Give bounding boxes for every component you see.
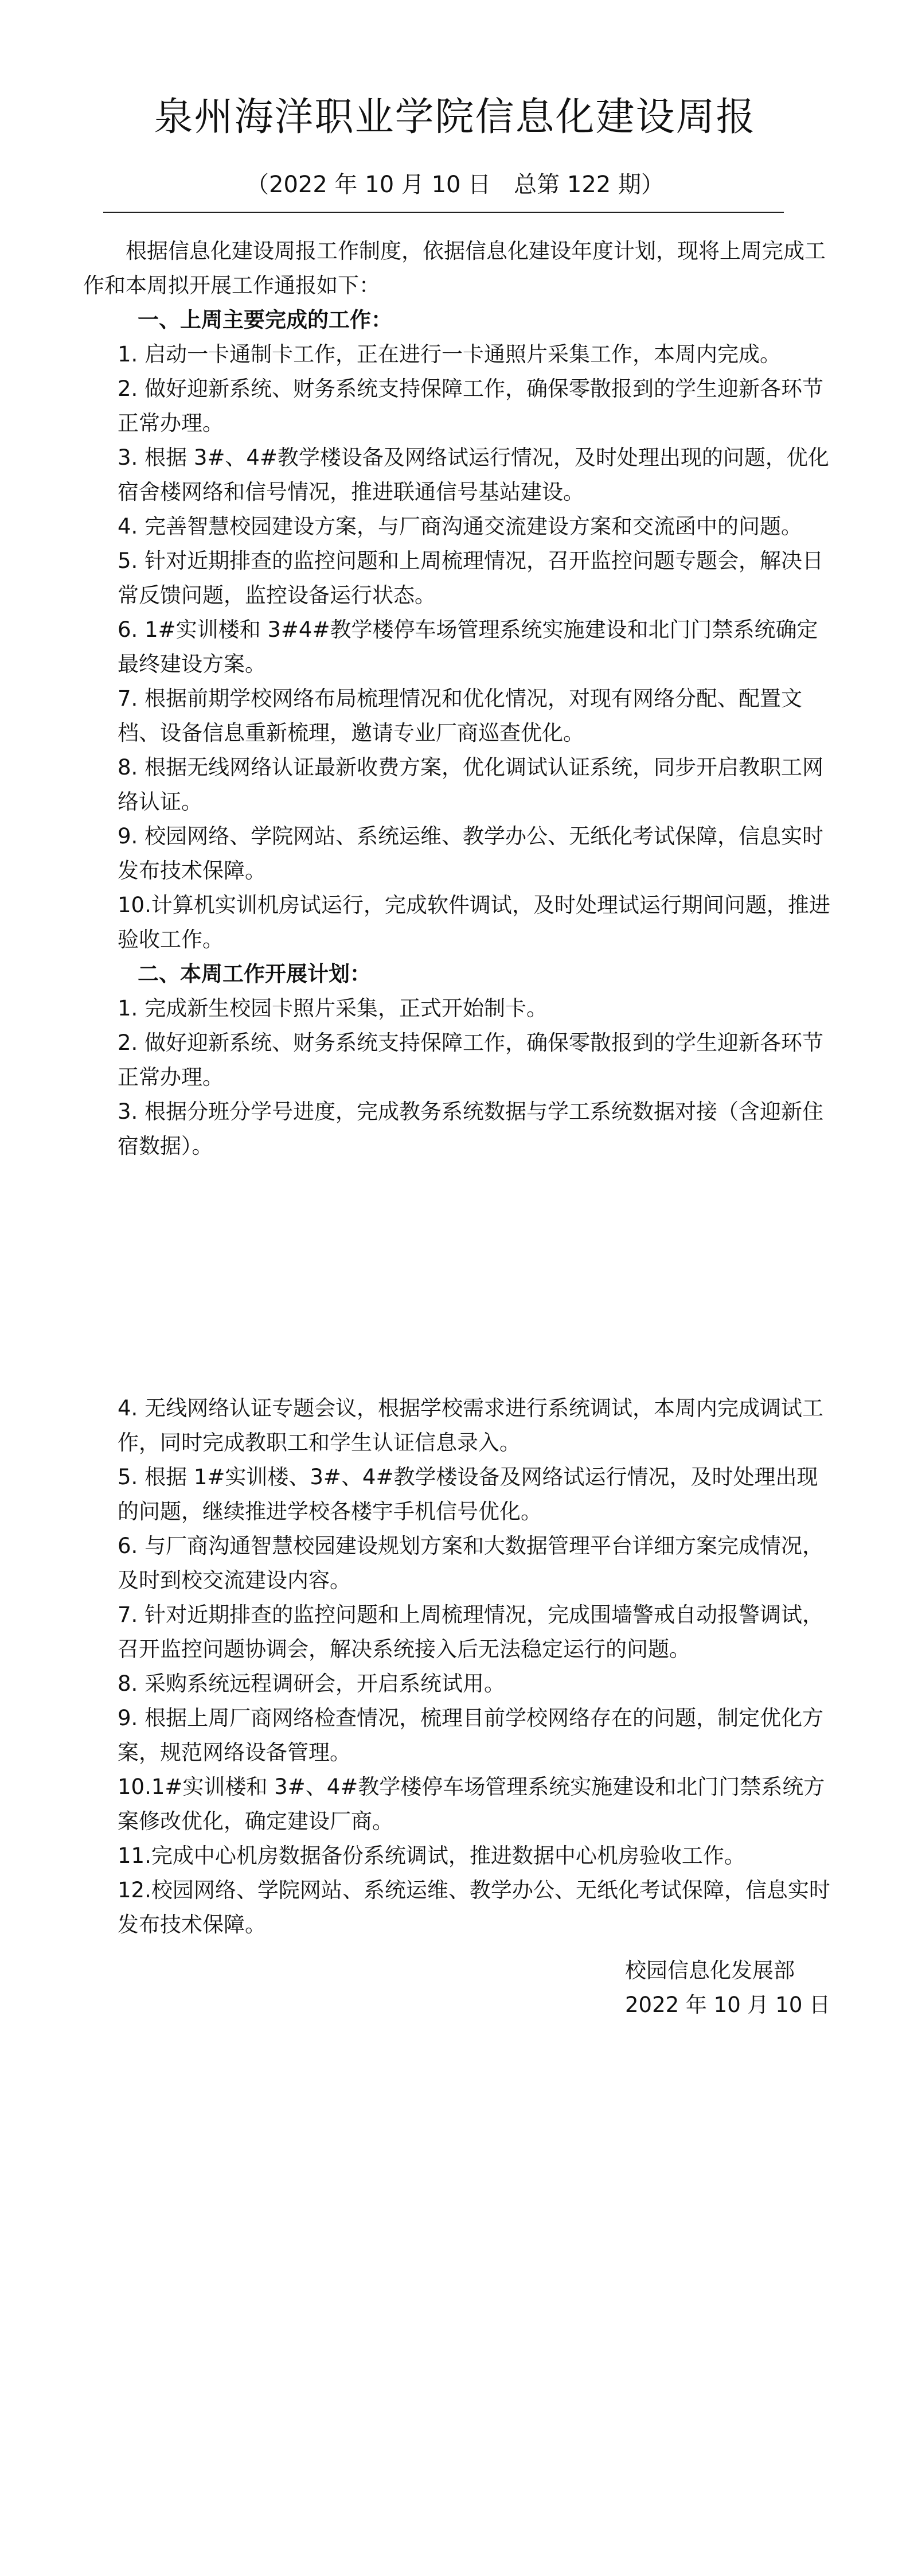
intro-paragraph: [83, 234, 831, 303]
list-item: 5. 针对近期排查的监控问题和上周梳理情况，召开监控问题专题会，解决日常反馈问题，监控设备运行状态。: [118, 548, 824, 608]
list-item: 4. 完善智慧校园建设方案，与厂商沟通交流建设方案和交流函中的问题。: [118, 514, 803, 539]
list-item: 11.完成中心机房数据备份系统调试，推进数据中心机房验收工作。: [118, 1843, 745, 1868]
section-heading-last-week: 一、上周主要完成的工作：: [138, 308, 392, 332]
section-heading-this-week: 二、本周工作开展计划：: [138, 962, 371, 986]
title-divider: [103, 212, 784, 213]
list-item: 6. 与厂商沟通智慧校园建设规划方案和大数据管理平台详细方案完成情况，及时到校交流建设内容。: [118, 1534, 824, 1593]
list-item: 7. 根据前期学校网络布局梳理情况和优化情况，对现有网络分配、配置文档、设备信息重新梳理，邀请专业厂商巡查优化。: [118, 686, 803, 745]
list-item: 8. 根据无线网络认证最新收费方案，优化调试认证系统，同步开启教职工网络认证。: [118, 755, 824, 814]
list-item: 1. 启动一卡通制卡工作，正在进行一卡通照片采集工作，本周内完成。: [118, 342, 782, 367]
list-item: 2. 做好迎新系统、财务系统支持保障工作，确保零散报到的学生迎新各环节正常办理。: [118, 1030, 824, 1089]
list-item: 10.计算机实训机房试运行，完成软件调试，及时处理试运行期间问题，推进验收工作。: [118, 893, 830, 952]
list-item: 9. 根据上周厂商网络检查情况，梳理目前学校网络存在的问题，制定优化方案，规范网络设备管理。: [118, 1706, 824, 1765]
list-item: 3. 根据分班分学号进度，完成教务系统数据与学工系统数据对接（含迎新住宿数据）。: [118, 1099, 824, 1158]
document-title: 泉州海洋职业学院信息化建设周报: [154, 95, 756, 140]
intro-text: 根据信息化建设周报工作制度，依据信息化建设年度计划，现将上周完成工作和本周拟开展工作通报如下：: [83, 239, 826, 298]
list-item: 9. 校园网络、学院网站、系统运维、教学办公、无纸化考试保障，信息实时发布技术保障。: [118, 824, 824, 883]
list-item: 3. 根据 3#、4#教学楼设备及网络试运行情况，及时处理出现的问题，优化宿舍楼网络和信号情况，推进联通信号基站建设。: [118, 445, 829, 504]
list-item: 4. 无线网络认证专题会议，根据学校需求进行系统调试，本周内完成调试工作，同时完成教职工和学生认证信息录入。: [118, 1396, 824, 1455]
section-last-week: [83, 303, 831, 1164]
list-item: 6. 1#实训楼和 3#4#教学楼停车场管理系统实施建设和北门门禁系统确定最终建设方案。: [118, 617, 818, 676]
list-item: 2. 做好迎新系统、财务系统支持保障工作，确保零散报到的学生迎新各环节正常办理。: [118, 376, 824, 435]
list-item: 12.校园网络、学院网站、系统运维、教学办公、无纸化考试保障，信息实时发布技术保障。: [118, 1878, 830, 1937]
issue-subtitle: （2022 年 10 月 10 日 总第 122 期）: [246, 172, 664, 198]
signature-block: [625, 1954, 830, 2022]
list-item: 10.1#实训楼和 3#、4#教学楼停车场管理系统实施建设和北门门禁系统方案修改优化，确定建设厂商。: [118, 1775, 825, 1834]
signature-date: 2022 年 10 月 10 日: [625, 1993, 831, 2017]
list-item: 7. 针对近期排查的监控问题和上周梳理情况，完成围墙警戒自动报警调试，召开监控问题协调会，解决系统接入后无法稳定运行的问题。: [118, 1602, 824, 1661]
signature-department: 校园信息化发展部: [625, 1958, 795, 1983]
list-item: 1. 完成新生校园卡照片采集，正式开始制卡。: [118, 996, 548, 1021]
section-this-week-continued: [83, 1391, 831, 1942]
list-item: 5. 根据 1#实训楼、3#、4#教学楼设备及网络试运行情况，及时处理出现的问题，继续推进学校各楼宇手机信号优化。: [118, 1465, 818, 1524]
list-item: 8. 采购系统远程调研会，开启系统试用。: [118, 1671, 506, 1696]
